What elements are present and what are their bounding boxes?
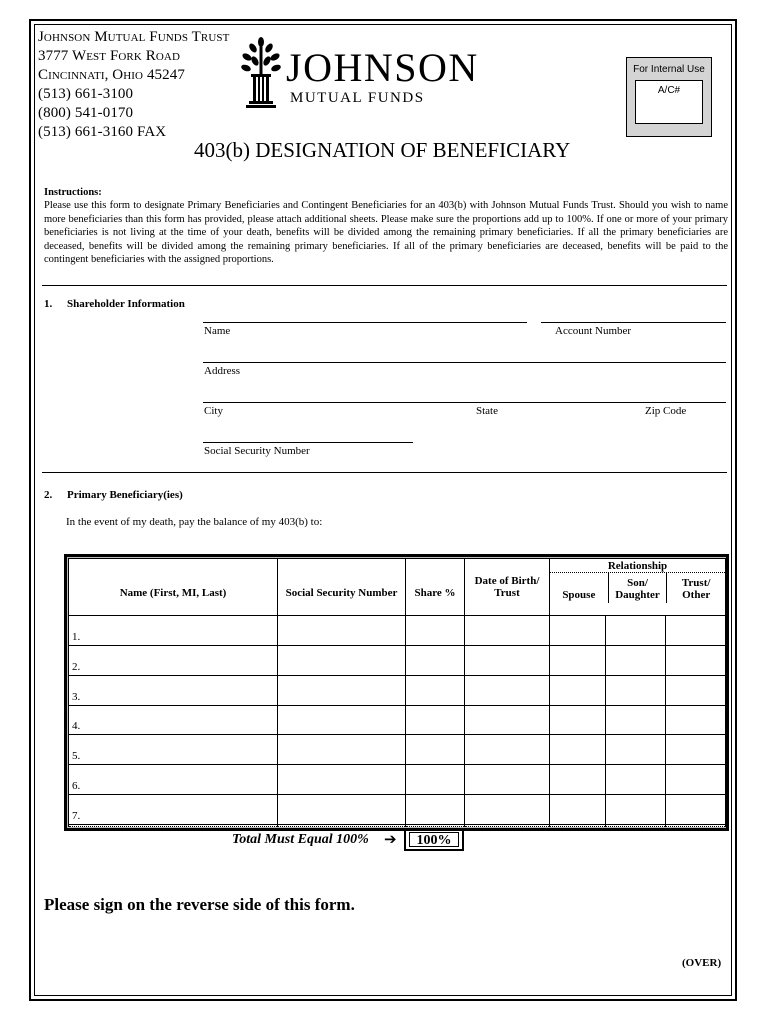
beneficiary-intro: In the event of my death, pay the balance of my 403(b) to: <box>66 516 323 528</box>
address-line: Cincinnati, Ohio 45247 <box>38 67 185 83</box>
header-son-daughter: Son/ Daughter <box>608 573 667 603</box>
table-row <box>69 645 726 675</box>
header-dob: Date of Birth/ Trust <box>465 559 550 616</box>
table-row <box>69 705 726 735</box>
row-number[interactable]: 6. <box>69 765 278 795</box>
son-daughter-cell[interactable] <box>606 824 666 826</box>
ssn-field[interactable] <box>203 442 413 443</box>
account-number-field-label: Account Number <box>555 325 632 337</box>
section-number: 1. <box>44 298 53 310</box>
son-daughter-cell[interactable] <box>606 765 666 795</box>
share-cell[interactable] <box>406 795 465 825</box>
state-label: State <box>476 405 498 417</box>
table-row <box>69 735 726 765</box>
address-line: 3777 West Fork Road <box>38 48 180 64</box>
logo-name: JOHNSON <box>286 45 479 90</box>
dob-cell[interactable] <box>465 795 550 825</box>
share-cell[interactable] <box>406 824 465 826</box>
row-number[interactable]: 3. <box>69 675 278 705</box>
ssn-cell[interactable] <box>278 705 406 735</box>
section-number: 2. <box>44 489 53 501</box>
spouse-cell[interactable] <box>550 675 606 705</box>
address-field[interactable] <box>203 362 726 363</box>
account-number-field[interactable] <box>541 322 726 323</box>
ssn-label: Social Security Number <box>204 445 310 457</box>
trust-other-cell[interactable] <box>666 824 726 826</box>
header-share: Share % <box>406 559 465 616</box>
ssn-cell[interactable] <box>278 645 406 675</box>
trust-other-cell[interactable] <box>666 675 726 705</box>
form-title: 403(b) DESIGNATION OF BENEFICIARY <box>194 138 571 162</box>
row-number[interactable]: 7. <box>69 795 278 825</box>
dob-cell[interactable] <box>465 645 550 675</box>
name-label: Name <box>204 325 231 337</box>
son-daughter-cell[interactable] <box>606 645 666 675</box>
son-daughter-cell[interactable] <box>606 705 666 735</box>
arrow-right-icon: ➔ <box>384 830 397 848</box>
address-line: (513) 661-3100 <box>38 86 134 102</box>
address-line: (800) 541-0170 <box>38 105 134 121</box>
header-relationship: Relationship <box>550 559 725 573</box>
name-field[interactable] <box>203 322 527 323</box>
section-title: Primary Beneficiary(ies) <box>67 489 183 501</box>
table-row <box>69 616 726 646</box>
trust-other-cell[interactable] <box>666 765 726 795</box>
city-label: City <box>204 405 223 417</box>
trust-other-cell[interactable] <box>666 645 726 675</box>
city-state-zip-field[interactable] <box>203 402 726 403</box>
son-daughter-cell[interactable] <box>606 795 666 825</box>
dob-cell[interactable] <box>465 765 550 795</box>
over-note: (OVER) <box>682 957 722 969</box>
spouse-cell[interactable] <box>550 645 606 675</box>
section-title: Shareholder Information <box>67 298 185 310</box>
sign-note: Please sign on the reverse side of this form. <box>44 895 355 914</box>
share-cell[interactable] <box>406 735 465 765</box>
total-label: Total Must Equal 100% <box>232 832 369 847</box>
ssn-cell[interactable] <box>278 735 406 765</box>
johnson-logo-icon <box>238 36 284 110</box>
table-row-blank <box>69 824 726 826</box>
spouse-cell[interactable] <box>550 795 606 825</box>
ssn-cell[interactable] <box>278 824 406 826</box>
page-border-inner <box>34 24 732 996</box>
share-cell[interactable] <box>406 765 465 795</box>
trust-other-cell[interactable] <box>666 735 726 765</box>
total-value: 100% <box>409 832 459 847</box>
son-daughter-cell[interactable] <box>606 616 666 646</box>
header-ssn: Social Security Number <box>278 559 406 616</box>
address-line: Johnson Mutual Funds Trust <box>38 29 230 45</box>
logo-subtitle: MUTUAL FUNDS <box>290 90 425 106</box>
instructions <box>44 186 728 266</box>
row-number[interactable]: 4. <box>69 705 278 735</box>
section-divider <box>42 285 727 286</box>
trust-other-cell[interactable] <box>666 616 726 646</box>
ssn-cell[interactable] <box>278 795 406 825</box>
header-name: Name (First, MI, Last) <box>69 559 278 616</box>
trust-other-cell[interactable] <box>666 795 726 825</box>
ssn-cell[interactable] <box>278 675 406 705</box>
share-cell[interactable] <box>406 705 465 735</box>
dob-cell[interactable] <box>465 675 550 705</box>
account-number-label: A/C# <box>657 85 681 96</box>
dob-cell[interactable] <box>465 705 550 735</box>
ssn-cell[interactable] <box>278 616 406 646</box>
ssn-cell[interactable] <box>278 765 406 795</box>
spouse-cell[interactable] <box>550 824 606 826</box>
internal-use-label: For Internal Use <box>633 64 705 75</box>
row-number[interactable]: 1. <box>69 616 278 646</box>
header-relationship-group <box>550 559 726 616</box>
spouse-cell[interactable] <box>550 765 606 795</box>
table-row <box>69 795 726 825</box>
address-label: Address <box>204 365 241 377</box>
spouse-cell[interactable] <box>550 735 606 765</box>
dob-cell[interactable] <box>465 735 550 765</box>
table-row <box>69 675 726 705</box>
son-daughter-cell[interactable] <box>606 675 666 705</box>
beneficiary-table <box>68 558 726 827</box>
instructions-heading: Instructions: <box>44 187 102 198</box>
row-number[interactable]: 2. <box>69 645 278 675</box>
name-cell[interactable] <box>69 824 278 826</box>
share-cell[interactable] <box>406 675 465 705</box>
spouse-cell[interactable] <box>550 616 606 646</box>
spouse-cell[interactable] <box>550 705 606 735</box>
instructions-text: Please use this form to designate Primary Beneficiaries and Contingent Beneficiaries for an 403(b) with Johnson Mutual Funds Trust. Should you wish to name more beneficiaries than this form has provided, please attach additional sheets. Please make sure the proportions add up to 100%. If one or more of your primary beneficiaries is not living at the time of your death, benefits will be divided among the remaining primary beneficiaries. If all the primary beneficiaries are deceased, benefits will be divided among the remaining primary beneficiaries. If all of the primary beneficiaries are deceased, benefits will be paid to the contingent beneficiaries with the assigned proportions. <box>44 200 728 266</box>
son-daughter-cell[interactable] <box>606 735 666 765</box>
header-trust-other: Trust/ Other <box>666 573 725 603</box>
dob-cell[interactable] <box>465 824 550 826</box>
share-cell[interactable] <box>406 616 465 646</box>
address-line: (513) 661-3160 FAX <box>38 124 167 140</box>
trust-other-cell[interactable] <box>666 705 726 735</box>
share-cell[interactable] <box>406 645 465 675</box>
section-divider <box>42 472 727 473</box>
dob-cell[interactable] <box>465 616 550 646</box>
zip-label: Zip Code <box>645 405 687 417</box>
total-box <box>404 828 464 851</box>
row-number[interactable]: 5. <box>69 735 278 765</box>
company-address <box>38 28 229 142</box>
table-row <box>69 765 726 795</box>
internal-use-box <box>626 57 712 137</box>
account-number-box[interactable] <box>635 80 703 124</box>
header-spouse: Spouse <box>562 589 596 601</box>
